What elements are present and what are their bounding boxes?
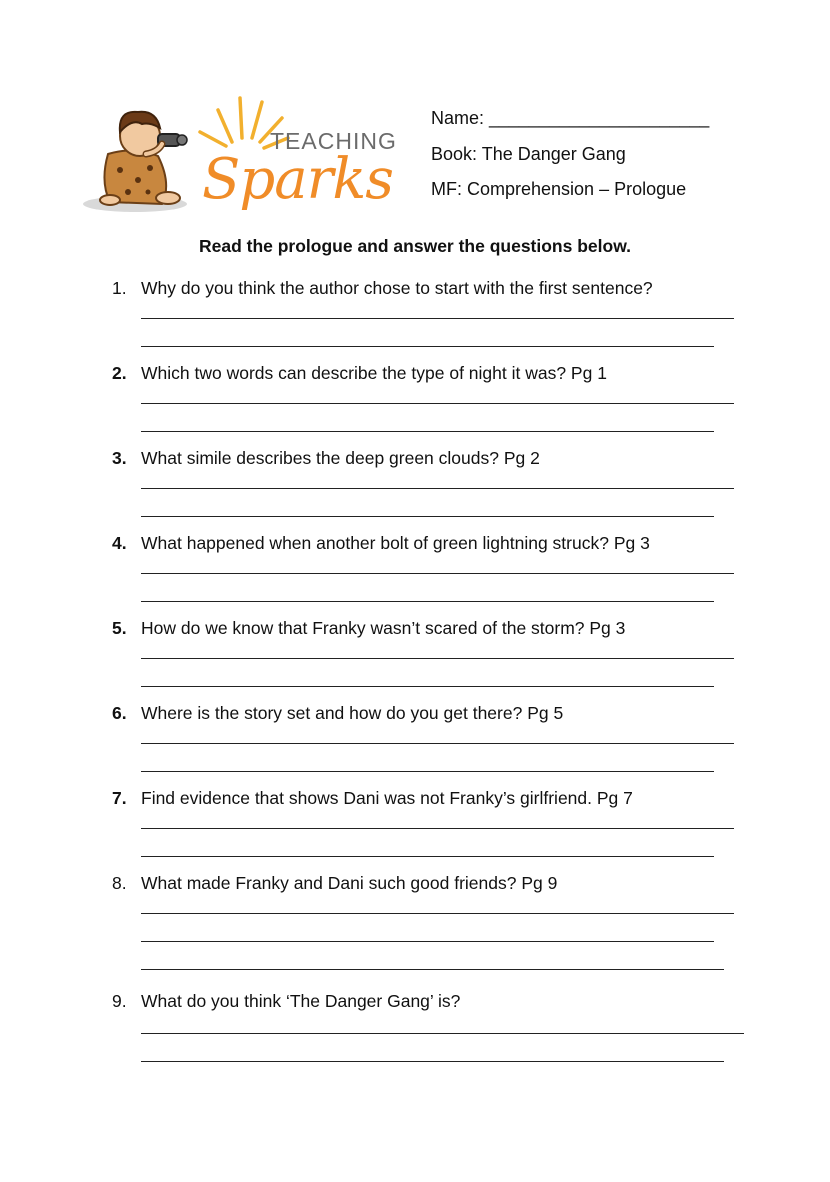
question-7 xyxy=(112,786,633,810)
question-text: Why do you think the author chose to start with the first sentence? xyxy=(141,278,653,298)
question-1 xyxy=(112,276,653,300)
teaching-sparks-logo xyxy=(80,92,397,217)
question-text: What made Franky and Dani such good friends? Pg 9 xyxy=(141,873,558,893)
answer-line[interactable] xyxy=(141,573,734,574)
question-2 xyxy=(112,361,607,385)
answer-line[interactable] xyxy=(141,941,714,942)
instructions-heading: Read the prologue and answer the questions below. xyxy=(198,236,632,256)
answer-line[interactable] xyxy=(141,601,714,602)
answer-line[interactable] xyxy=(141,913,734,914)
header-info xyxy=(431,106,709,213)
logo-word-sparks: Sparks xyxy=(202,147,394,212)
question-number: 9. xyxy=(112,991,127,1011)
book-title: Book: The Danger Gang xyxy=(431,143,626,164)
answer-line[interactable] xyxy=(141,318,734,319)
question-8 xyxy=(112,871,557,895)
answer-line[interactable] xyxy=(141,856,714,857)
answer-line[interactable] xyxy=(141,1061,724,1062)
answer-line[interactable] xyxy=(141,828,734,829)
question-4 xyxy=(112,531,650,555)
question-number: 6. xyxy=(112,703,127,723)
answer-line[interactable] xyxy=(141,1033,744,1034)
question-text: What happened when another bolt of green lightning struck? Pg 3 xyxy=(141,533,650,553)
question-number: 8. xyxy=(112,873,127,893)
answer-line[interactable] xyxy=(141,403,734,404)
question-number: 1. xyxy=(112,278,127,298)
question-9 xyxy=(112,989,460,1013)
question-text: How do we know that Franky wasn’t scared of the storm? Pg 3 xyxy=(141,618,626,638)
question-3 xyxy=(112,446,540,470)
answer-line[interactable] xyxy=(141,686,714,687)
question-number: 7. xyxy=(112,788,127,808)
question-text: Where is the story set and how do you get there? Pg 5 xyxy=(141,703,564,723)
logo-word-teaching: TEACHING xyxy=(270,128,397,154)
question-text: What simile describes the deep green clouds? Pg 2 xyxy=(141,448,540,468)
answer-line[interactable] xyxy=(141,658,734,659)
answer-line[interactable] xyxy=(141,969,724,970)
question-text: Which two words can describe the type of night it was? Pg 1 xyxy=(141,363,607,383)
question-text: Find evidence that shows Dani was not Franky’s girlfriend. Pg 7 xyxy=(141,788,633,808)
answer-line[interactable] xyxy=(141,516,714,517)
question-6 xyxy=(112,701,563,725)
answer-line[interactable] xyxy=(141,346,714,347)
question-number: 5. xyxy=(112,618,127,638)
question-number: 3. xyxy=(112,448,127,468)
answer-line[interactable] xyxy=(141,771,714,772)
answer-line[interactable] xyxy=(141,431,714,432)
name-field: Name: ______________________ xyxy=(431,108,710,128)
question-number: 2. xyxy=(112,363,127,383)
answer-line[interactable] xyxy=(141,488,734,489)
question-text: What do you think ‘The Danger Gang’ is? xyxy=(141,991,461,1011)
question-5 xyxy=(112,616,625,640)
mf-label: MF: Comprehension – Prologue xyxy=(431,179,687,199)
answer-line[interactable] xyxy=(141,743,734,744)
question-number: 4. xyxy=(112,533,127,553)
